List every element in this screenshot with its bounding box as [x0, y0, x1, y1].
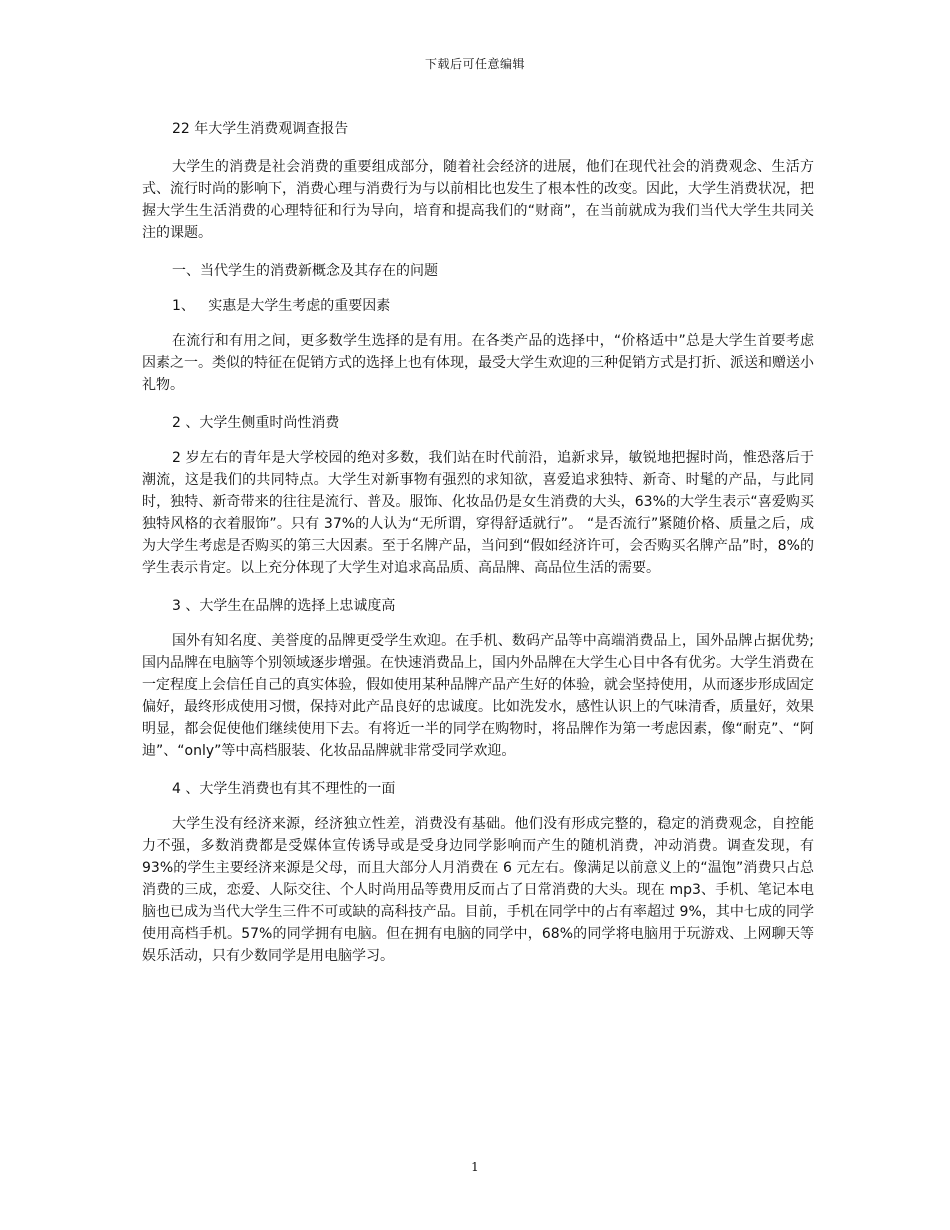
item-1-body: 在流行和有用之间，更多数学生选择的是有用。在各类产品的选择中，“价格适中”总是大学生首要考虑因素之一。类似的特征在促销方式的选择上也有体现，最受大学生欢迎的三种促销方式是打折、派送和赠送小礼物。: [142, 333, 814, 393]
item-2-body: 2 岁左右的青年是大学校园的绝对多数，我们站在时代前沿，追新求异，敏锐地把握时尚，惟恐落后于潮流，这是我们的共同特点。大学生对新事物有强烈的求知欲，喜爱追求独特、新奇、时髦的产品，与此同时，独特、新奇带来的往往是流行、普及。服饰、化妆品仍是女生消费的大头，63%的大学生表示“喜爱购买独特风格的衣着服饰”。只有 37%的人认为“无所谓，穿得舒适就行”。 “是否流行”紧随价格、质量之后，成为大学生考虑是否购买的第三大因素。至于名牌产品，当问到“假如经济许可，会否购买名牌产品”时，8%的学生表示肯定。以上充分体现了大学生对追求高品质、高品牌、高品位生活的需要。: [142, 450, 814, 576]
intro-paragraph: 大学生的消费是社会消费的重要组成部分，随着社会经济的进展，他们在现代社会的消费观念、生活方式、流行时尚的影响下，消费心理与消费行为与以前相比也发生了根本性的改变。因此，大学生消费状况，把握大学生生活消费的心理特征和行为导向，培育和提高我们的“财商”，在当前就成为我们当代大学生共同关注的课题。: [142, 159, 814, 241]
section-heading: 一、当代学生的消费新概念及其存在的问题: [172, 263, 438, 279]
document-body: [142, 118, 814, 983]
item-3-heading: 3 、大学生在品牌的选择上忠诚度高: [172, 598, 396, 614]
page-header: 下载后可任意编辑: [424, 57, 525, 71]
item-3-body: 国外有知名度、美誉度的品牌更受学生欢迎。在手机、数码产品等中高端消费品上，国外品牌占据优势;国内品牌在电脑等个别领域逐步增强。在快速消费品上，国内外品牌在大学生心目中各有优劣。大学生消费在一定程度上会信任自己的真实体验，假如使用某种品牌产品产生好的体验，就会坚持使用，从而逐步形成固定偏好，最终形成使用习惯，保持对此产品良好的忠诚度。比如洗发水，感性认识上的气味清香，质量好，效果明显，都会促使他们继续使用下去。有将近一半的同学在购物时，将品牌作为第一考虑因素，像“耐克”、“阿迪”、“only”等中高档服装、化妆品品牌就非常受同学欢迎。: [142, 633, 814, 759]
item-4-heading: 4 、大学生消费也有其不理性的一面: [172, 781, 396, 797]
item-1-heading: 1、 实惠是大学生考虑的重要因素: [172, 298, 391, 314]
item-4-body: 大学生没有经济来源，经济独立性差，消费没有基础。他们没有形成完整的，稳定的消费观念，自控能力不强，多数消费都是受媒体宣传诱导或是受身边同学影响而产生的随机消费，冲动消费。调查发现，有 93%的学生主要经济来源是父母，而且大部分人月消费在 6 元左右。像满足以前意义上的“温饱”消费只占总消费的三成，恋爱、人际交往、个人时尚用品等费用反而占了日常消费的大头。现在 mp3、手机、笔记本电脑也已成为当代大学生三件不可或缺的高科技产品。目前，手机在同学中的占有率超过 9%，其中七成的同学使用高档手机。57%的同学拥有电脑。但在拥有电脑的同学中，68%的同学将电脑用于玩游戏、上网聊天等娱乐活动，只有少数同学是用电脑学习。: [142, 816, 814, 964]
document-title: 22 年大学生消费观调查报告: [172, 121, 349, 137]
page-number: 1: [471, 1160, 479, 1174]
item-2-heading: 2 、大学生侧重时尚性消费: [172, 415, 340, 431]
